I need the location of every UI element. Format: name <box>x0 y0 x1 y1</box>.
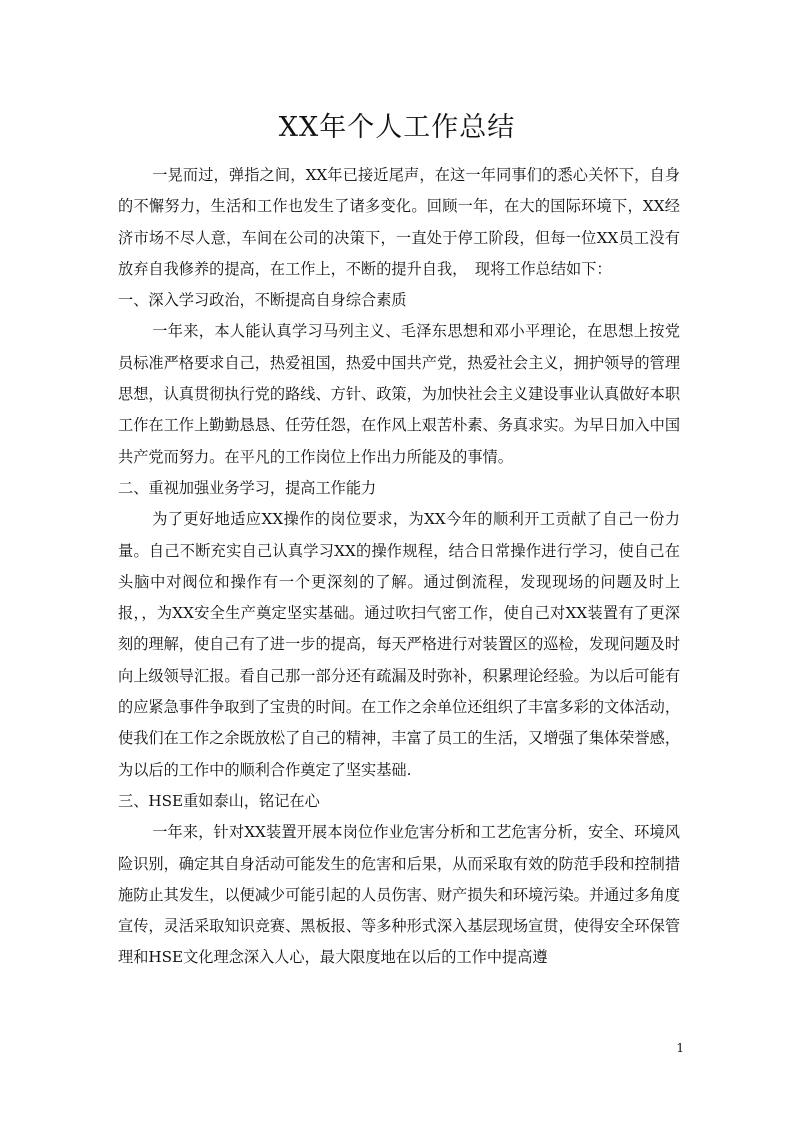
section-body-2: 为了更好地适应XX操作的岗位要求，为XX今年的顺利开工贡献了自己一份力量。自己不断充实自己认真学习XX的操作规程，结合日常操作进行学习，使自己在头脑中对阀位和操作有一个更深刻的了解。通过倒流程，发现现场的问题及时上报，，为XX安全生产奠定坚实基础。通过吹扫气密工作，使自己对XX装置有了更深刻的理解，使自己有了进一步的提高，每天严格进行对装置区的巡检，发现问题及时向上级领导汇报。看自己那一部分还有疏漏及时弥补，积累理论经验。为以后可能有的应紧急事件争取到了宝贵的时间。在工作之余单位还组织了丰富多彩的文体活动，使我们在工作之余既放松了自己的精神，丰富了员工的生活，又增强了集体荣誉感，为以后的工作中的顺利合作奠定了坚实基础. <box>118 510 680 779</box>
section-heading-1: 一、深入学习政治，不断提高自身综合素质 <box>118 291 407 310</box>
document-title: XX年个人工作总结 <box>278 112 516 143</box>
section-heading-3: 三、HSE重如泰山，铭记在心 <box>118 791 320 810</box>
section-body-1: 一年来，本人能认真学习马列主义、毛泽东思想和邓小平理论，在思想上按党员标准严格要求自己，热爱祖国，热爱中国共产党，热爱社会主义，拥护领导的管理思想，认真贯彻执行党的路线、方针、政策，为加快社会主义建设事业认真做好本职工作在工作上勤勤恳恳、任劳任怨，在作风上艰苦朴素、务真求实。为早日加入中国共产党而努力。在平凡的工作岗位上作出力所能及的事情。 <box>118 322 680 466</box>
page-number: 1 <box>676 1041 684 1055</box>
section-body-3: 一年来，针对XX装置开展本岗位作业危害分析和工艺危害分析，安全、环境风险识别，确定其自身活动可能发生的危害和后果，从而采取有效的防范手段和控制措施防止其发生，以便减少可能引起的人员伤害、财产损失和环境污染。并通过多角度宣传，灵活采取知识竞赛、黑板报、等多种形式深入基层现场宣贯，使得安全环保管理和HSE文化理念深入人心，最大限度地在以后的工作中提高遵 <box>118 823 680 967</box>
intro-paragraph: 一晃而过，弹指之间，XX年已接近尾声，在这一年同事们的悉心关怀下，自身的不懈努力，生活和工作也发生了诸多变化。回顾一年，在大的国际环境下，XX经济市场不尽人意，车间在公司的决策下，一直处于停工阶段，但每一位XX员工没有放弃自我修养的提高，在工作上，不断的提升自我， 现将工作总结如下： <box>118 166 680 278</box>
section-heading-2: 二、重视加强业务学习，提高工作能力 <box>118 478 377 497</box>
document-body <box>118 160 680 974</box>
